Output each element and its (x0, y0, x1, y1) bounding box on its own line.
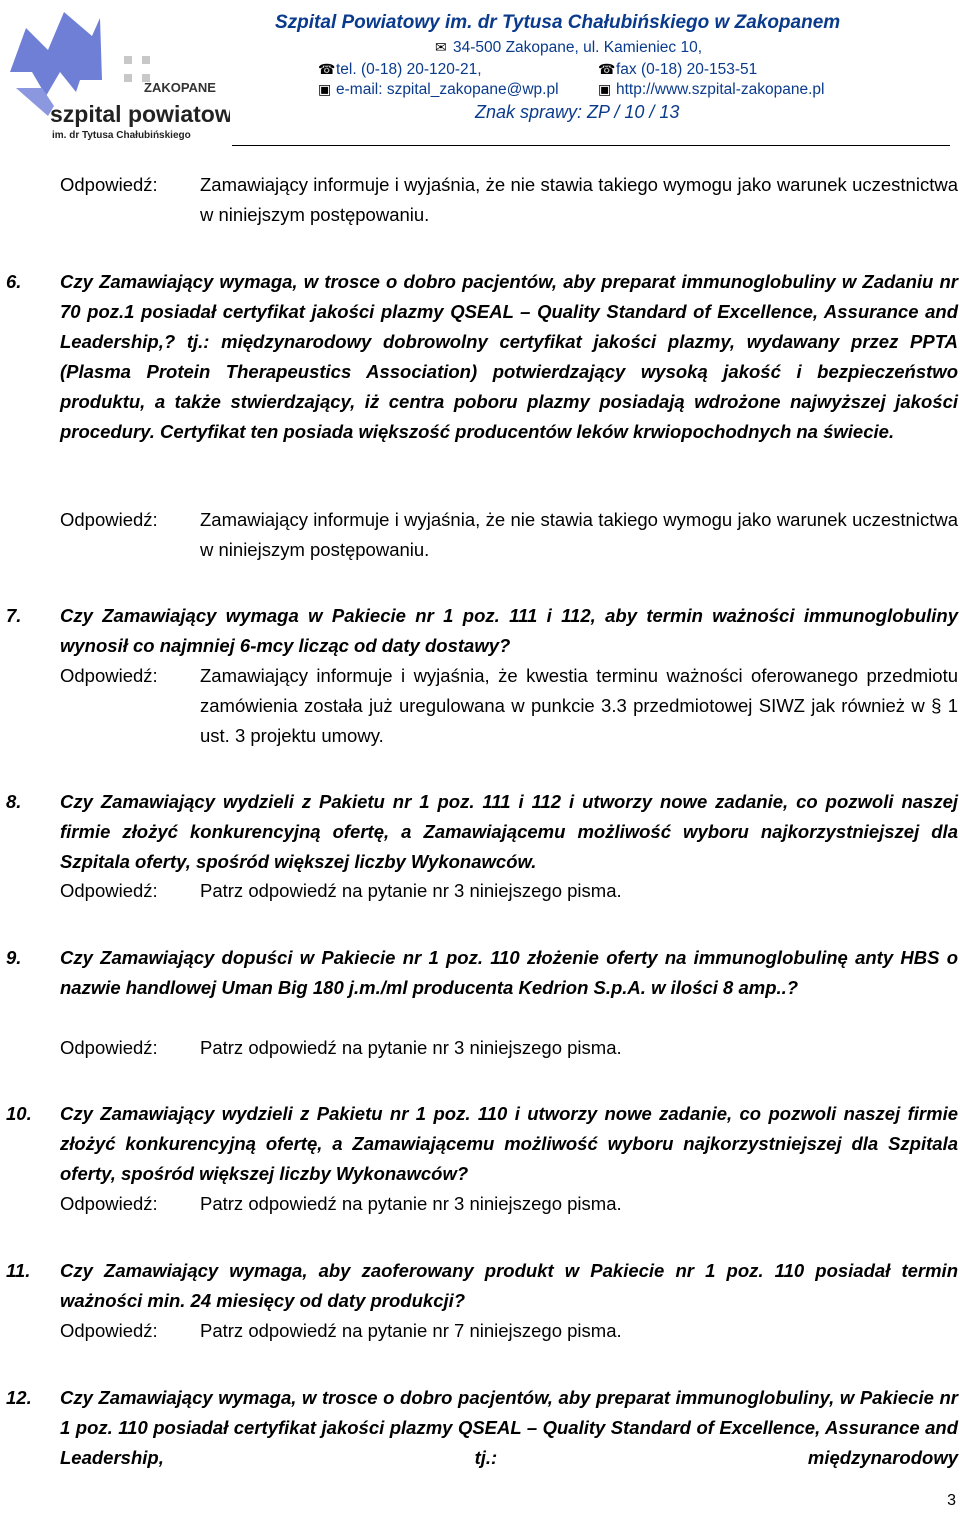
question-9: Czy Zamawiający dopuści w Pakiecie nr 1 poz. 110 złożenie oferty na immunoglobulinę anty HBS o nazwie handlowej Uman Big 180 j.m./ml producenta Kedrion S.p.A. w ilości 8 amp..? (60, 947, 958, 998)
phone-icon: ☎ (318, 61, 336, 77)
address: 34-500 Zakopane, ul. Kamieniec 10, (453, 39, 703, 56)
website[interactable]: http://www.szpital-zakopane.pl (616, 81, 825, 98)
logo-text-sub: im. dr Tytusa Chałubińskiego (52, 130, 191, 140)
question-6: Czy Zamawiający wymaga, w trosce o dobro pacjentów, aby preparat immunoglobuliny w Zadaniu nr 70 poz.1 posiadał certyfikat jakości plazmy QSEAL – Quality Standard of Excellence, Assurance and Leadership,? tj.: międzynarodowy dobrowolny certyfikat jakości plazmy, wydawany przez PPTA (Plasma Protein Therapeustics Association) potwierdzający wysoką jakość i bezpieczeństwo produktu, a także stwierdzający, iż centra poboru plazmy posiadają wdrożone najwyższej jakości procedury. Certyfikat ten posiada większość producentów leków krwiopochodnych na świecie. (60, 271, 958, 442)
email[interactable]: e-mail: szpital_zakopane@wp.pl (336, 81, 559, 98)
question-number: 7. (6, 605, 22, 626)
question-number: 9. (6, 947, 22, 968)
question-number: 11. (6, 1260, 31, 1281)
question-number: 10. (6, 1103, 32, 1124)
hospital-name: Szpital Powiatowy im. dr Tytusa Chałubińskiego w Zakopanem (275, 12, 841, 33)
email-line (318, 81, 559, 99)
computer-icon: ▣ (598, 81, 612, 97)
answer-label: Odpowiedź: (60, 880, 158, 901)
answer-5: Zamawiający informuje i wyjaśnia, że nie stawia takiego wymogu jako warunek uczestnictwa w niniejszym postępowaniu. (200, 174, 958, 225)
fax-line (598, 61, 757, 79)
www-line (598, 81, 825, 99)
answer-8: Patrz odpowiedź na pytanie nr 3 niniejszego pisma. (200, 880, 622, 901)
answer-label: Odpowiedź: (60, 1320, 158, 1341)
fax: fax (0-18) 20-153-51 (616, 61, 758, 78)
question-11: Czy Zamawiający wymaga, aby zaoferowany produkt w Pakiecie nr 1 poz. 110 posiadał termin ważności min. 24 miesięcy od daty produkcji? (60, 1260, 958, 1311)
page-number: 3 (947, 1492, 956, 1509)
computer-icon: ▣ (318, 81, 332, 97)
question-10: Czy Zamawiający wydzieli z Pakietu nr 1 poz. 110 i utworzy nowe zadanie, co pozwoli naszej firmie złożyć konkurencyjną ofertę, a Zamawiającemu możliwość wyboru najkorzystniejszej dla Szpitala oferty, spośród większej liczby Wykonawców? (60, 1103, 958, 1184)
hospital-logo (2, 10, 230, 140)
question-12: Czy Zamawiający wymaga, w trosce o dobro pacjentów, aby preparat immunoglobuliny, w Pakiecie nr 1 poz. 110 posiadał certyfikat jakości plazmy QSEAL – Quality Standard of Excellence, Assurance and Leadership, tj.: międzynarodowy (60, 1387, 958, 1468)
answer-7: Zamawiający informuje i wyjaśnia, że kwestia terminu ważności oferowanego przedmiotu zamówienia została już uregulowana w punkcie 3.3 przedmiotowej SIWZ jak również w § 1 ust. 3 projektu umowy. (200, 665, 958, 746)
phone-line (318, 61, 482, 79)
answer-9: Patrz odpowiedź na pytanie nr 3 niniejszego pisma. (200, 1037, 622, 1058)
answer-label: Odpowiedź: (60, 1193, 158, 1214)
logo-text-main: szpital powiatowy (50, 101, 230, 127)
answer-10: Patrz odpowiedź na pytanie nr 3 niniejszego pisma. (200, 1193, 622, 1214)
question-8: Czy Zamawiający wydzieli z Pakietu nr 1 poz. 111 i 112 i utworzy nowe zadanie, co pozwoli naszej firmie złożyć konkurencyjną ofertę, a Zamawiającemu możliwość wyboru najkorzystniejszej dla Szpitala oferty, spośród większej liczby Wykonawców. (60, 791, 958, 872)
address-line (435, 39, 702, 57)
question-number: 12. (6, 1387, 32, 1408)
case-reference: Znak sprawy: ZP / 10 / 13 (475, 102, 680, 122)
answer-label: Odpowiedź: (60, 1037, 158, 1058)
answer-label: Odpowiedź: (60, 665, 158, 686)
question-number: 8. (6, 791, 22, 812)
answer-11: Patrz odpowiedź na pytanie nr 7 niniejszego pisma. (200, 1320, 622, 1341)
logo-text-top: ZAKOPANE (144, 80, 216, 95)
question-7: Czy Zamawiający wymaga w Pakiecie nr 1 poz. 111 i 112, aby termin ważności immunoglobuliny wynosił co najmniej 6-mcy licząc od daty dostawy? (60, 605, 958, 656)
phone: tel. (0-18) 20-120-21, (336, 61, 482, 78)
fax-icon: ☎ (598, 61, 616, 77)
answer-label: Odpowiedź: (60, 174, 158, 195)
envelope-icon: ✉ (435, 39, 447, 55)
answer-label: Odpowiedź: (60, 509, 158, 530)
question-number: 6. (6, 271, 22, 292)
header-divider (232, 145, 950, 146)
answer-6: Zamawiający informuje i wyjaśnia, że nie stawia takiego wymogu jako warunek uczestnictwa w niniejszym postępowaniu. (200, 509, 958, 560)
